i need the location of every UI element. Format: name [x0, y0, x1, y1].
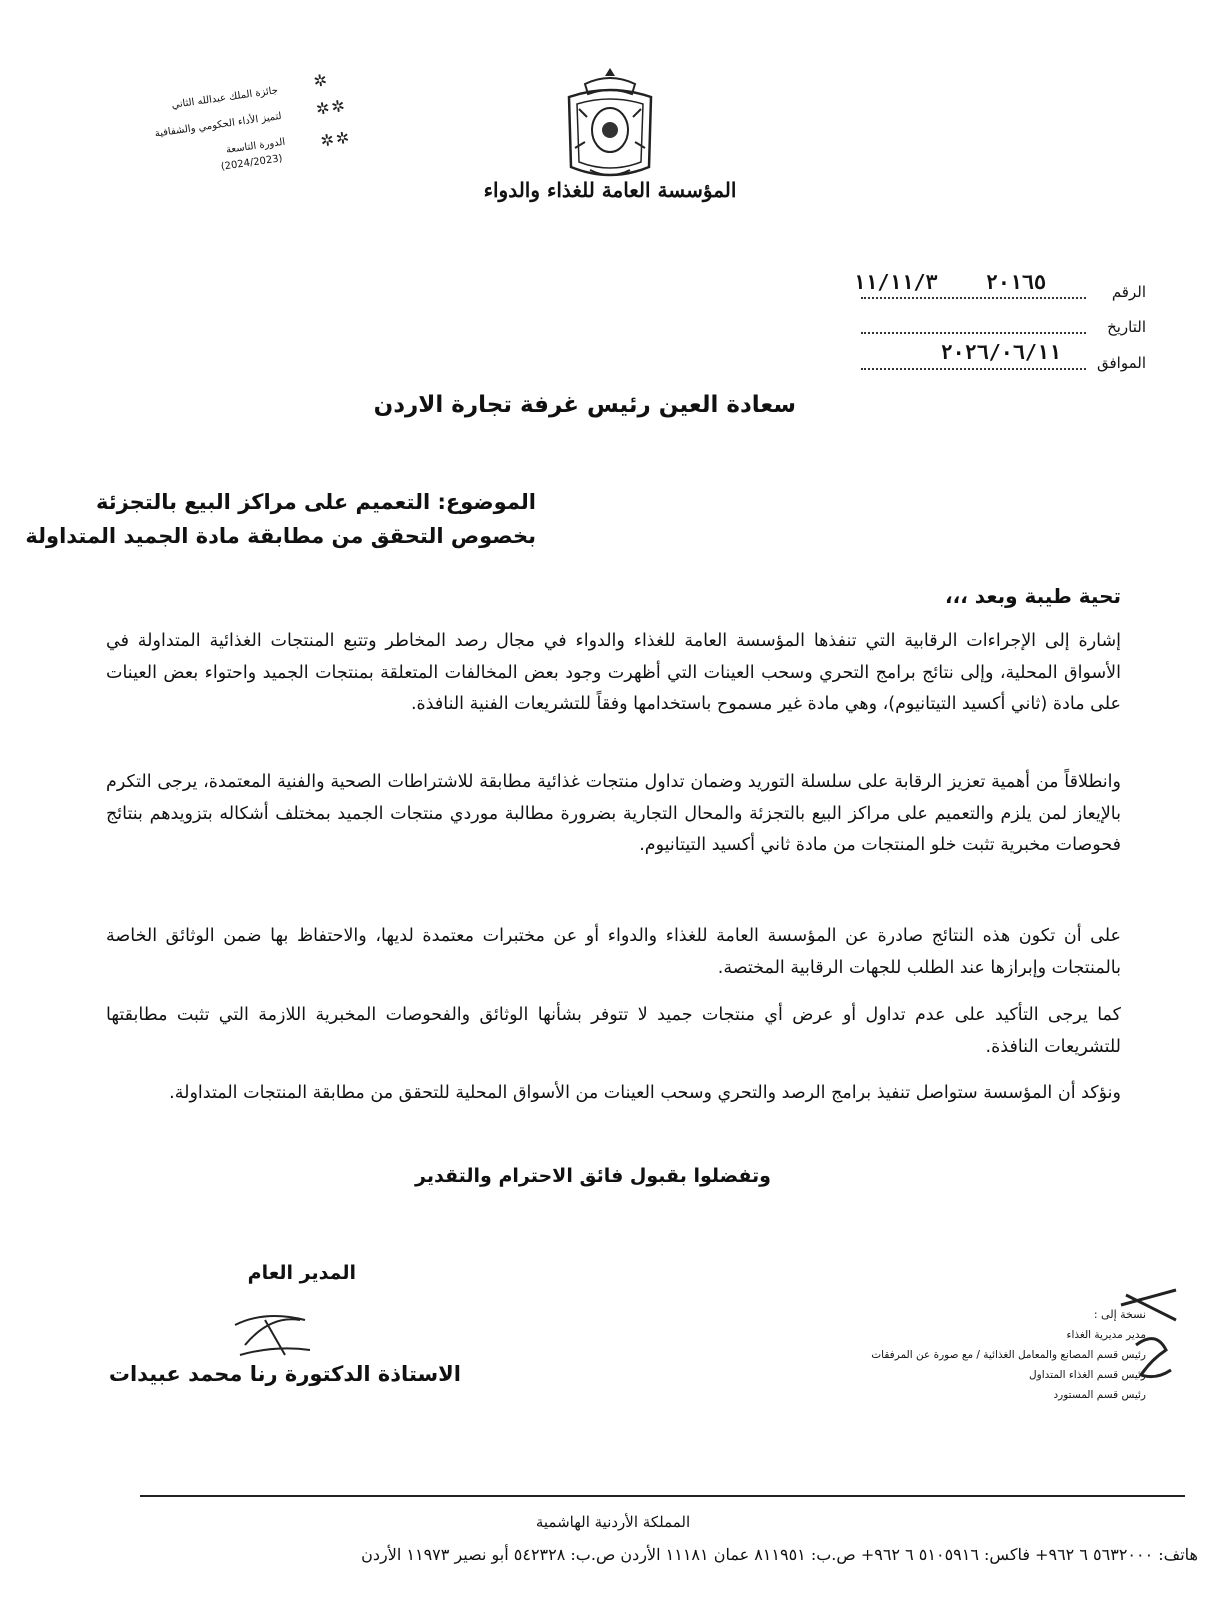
cc-heading: نسخة إلى : — [1093, 1308, 1146, 1321]
body-paragraph: كما يرجى التأكيد على عدم تداول أو عرض أي منتجات جميد لا تتوفر بشأنها الوثائق والفحوصات المخبرية اللازمة التي تثبت مطابقتها للتشريعات النافذة. — [106, 1005, 1121, 1057]
body-paragraph: إشارة إلى الإجراءات الرقابية التي تنفذها المؤسسة العامة للغذاء والدواء في مجال رصد المخاطر وتتبع المنتجات الغذائية المتداولة في الأسواق المحلية، وإلى نتائج برامج التحري وسحب العينات التي أظهرت وجود بعض المخالفات المتعلقة بمنتجات الجميد واحتواء بعض العينات على مادة (ثاني أكسيد التيتانيوم)، وهي مادة غير مسموح باستخدامها وفقاً للتشريعات الفنية النافذة. — [106, 631, 1121, 714]
date-label: التاريخ — [1107, 318, 1146, 336]
award-line-3: الدورة التاسعة — [225, 136, 286, 156]
number-label: الرقم — [1111, 283, 1146, 301]
footer-divider — [140, 1495, 1185, 1497]
award-stars-icon: ✲✲ — [319, 127, 353, 151]
cc-block — [746, 1305, 1146, 1405]
cc-recipient: رئيس قسم الغذاء المتداول — [1029, 1369, 1146, 1381]
signatory-name: الاستاذة الدكتورة رنا محمد عبيدات — [108, 1362, 461, 1386]
handwritten-signature — [225, 1305, 325, 1365]
signatory-title: المدير العام — [247, 1262, 356, 1284]
award-stamp — [87, 58, 364, 233]
corresponding-date-value: ٢٠٢٦/٠٦/١١ — [940, 340, 1061, 364]
body-paragraph: وانطلاقاً من أهمية تعزيز الرقابة على سلسلة التوريد وضمان تداول منتجات غذائية مطابقة للاشتراطات الصحية والفنية المعتمدة، يرجى التكرم بالإيعاز لمن يلزم والتعميم على مراكز البيع بالتجزئة والمحال التجارية بضرورة مطالبة موردي منتجات الجميد بمختلف أشكاله بتزويدهم بنتائج فحوصات مخبرية تثبت خلو المنتجات من مادة ثاني أكسيد التيتانيوم. — [106, 772, 1121, 855]
cc-recipient: رئيس قسم المستورد — [1053, 1389, 1146, 1401]
subject-line-2: بخصوص التحقق من مطابقة مادة الجميد المتداولة — [25, 524, 536, 548]
cc-recipient: رئيس قسم المصانع والمعامل الغذائية / مع صورة عن المرفقات — [871, 1349, 1146, 1361]
number-dots — [861, 295, 1086, 299]
greeting: تحية طيبة وبعد ،،، — [945, 584, 1121, 608]
cc-recipient: مدير مديرية الغذاء — [1066, 1329, 1146, 1341]
reference-number: ٢٠١٦٥ ١١/١١/٣ — [853, 270, 1046, 294]
organization-name: المؤسسة العامة للغذاء والدواء — [483, 178, 737, 202]
addressee: سعادة العين رئيس غرفة تجارة الاردن — [373, 392, 796, 418]
footer-country: المملكة الأردنية الهاشمية — [535, 1513, 691, 1531]
award-line-1: جائزة الملك عبدالله الثاني — [170, 85, 279, 111]
award-stars-icon: ✲✲ — [314, 95, 348, 119]
award-stars-icon: ✲ — [312, 69, 331, 91]
body-paragraph: ونؤكد أن المؤسسة ستواصل تنفيذ برامج الرصد والتحري وسحب العينات من الأسواق المحلية للتحقق من مطابقة المنتجات المتداولة. — [169, 1083, 1121, 1103]
corresponding-date-label: الموافق — [1096, 354, 1146, 372]
date-dots — [861, 330, 1086, 334]
corresponding-dots — [861, 366, 1086, 370]
coat-of-arms-icon — [555, 62, 665, 187]
initials-scribble — [1116, 1285, 1186, 1395]
closing-line: وتفضلوا بقبول فائق الاحترام والتقدير — [415, 1165, 771, 1187]
body-paragraph: على أن تكون هذه النتائج صادرة عن المؤسسة العامة للغذاء والدواء أو عن مختبرات معتمدة لديها، والاحتفاظ بها ضمن الوثائق الخاصة بالمنتجات وإبرازها عند الطلب للجهات الرقابية المختصة. — [106, 926, 1121, 978]
award-line-2: لتميز الأداء الحكومي والشفافية — [154, 110, 283, 140]
award-line-4: (2024/2023) — [220, 153, 284, 173]
subject-line-1: الموضوع: التعميم على مراكز البيع بالتجزئة — [95, 490, 536, 514]
footer-contact: هاتف: ٥٦٣٢٠٠٠ ٦ ٩٦٢+ فاكس: ٥١٠٥٩١٦ ٦ ٩٦٢+ ص.ب: ٨١١٩٥١ عمان ١١١٨١ الأردن ص.ب: ٥٤٢٣٢٨ أبو نصير ١١٩٧٣ الأردن — [361, 1545, 1198, 1564]
